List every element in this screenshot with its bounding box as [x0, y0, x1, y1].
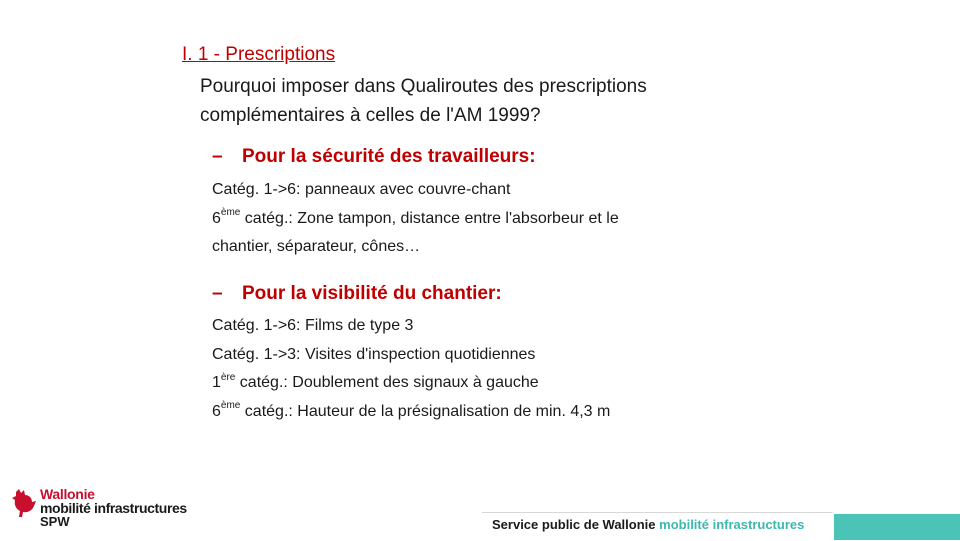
list-item: 1ère catég.: Doublement des signaux à gauche [212, 371, 539, 391]
section-heading-safety [212, 146, 536, 168]
safety-list [212, 176, 619, 262]
list-item: 6ème catég.: Hauteur de la présignalisation de min. 4,3 m [212, 400, 611, 420]
slide-title: I. 1 - Prescriptions [182, 44, 336, 65]
question-line-2: complémentaires à celles de l'AM 1999? [200, 105, 541, 126]
section-heading-label: Pour la visibilité du chantier: [242, 283, 502, 304]
logo-text [40, 488, 187, 529]
footer-dept: mobilité infrastructures [659, 517, 805, 532]
dash-bullet: – [212, 283, 223, 304]
list-item: chantier, séparateur, cônes… [212, 238, 421, 255]
logo-mobilite: mobilité infrastructures [40, 500, 187, 516]
dash-bullet: – [212, 146, 223, 167]
question-text [200, 72, 820, 130]
logo-wallonie: Wallonie [40, 486, 95, 502]
wallonie-logo [10, 488, 190, 532]
section-heading-label: Pour la sécurité des travailleurs: [242, 146, 536, 167]
list-item: Catég. 1->6: panneaux avec couvre-chant [212, 181, 511, 198]
accent-block [834, 514, 960, 540]
visibility-list [212, 312, 610, 426]
list-item: Catég. 1->6: Films de type 3 [212, 317, 414, 334]
list-item: 6ème catég.: Zone tampon, distance entre l'absorbeur et le [212, 207, 619, 227]
rooster-icon [10, 488, 38, 518]
question-line-1: Pourquoi imposer dans Qualiroutes des prescriptions [200, 76, 647, 97]
logo-spw: SPW [40, 514, 70, 529]
section-heading-visibility [212, 283, 502, 305]
footer-text [492, 517, 804, 532]
list-item: Catég. 1->3: Visites d'inspection quotidiennes [212, 345, 536, 363]
footer-org: Service public de Wallonie [492, 517, 656, 532]
